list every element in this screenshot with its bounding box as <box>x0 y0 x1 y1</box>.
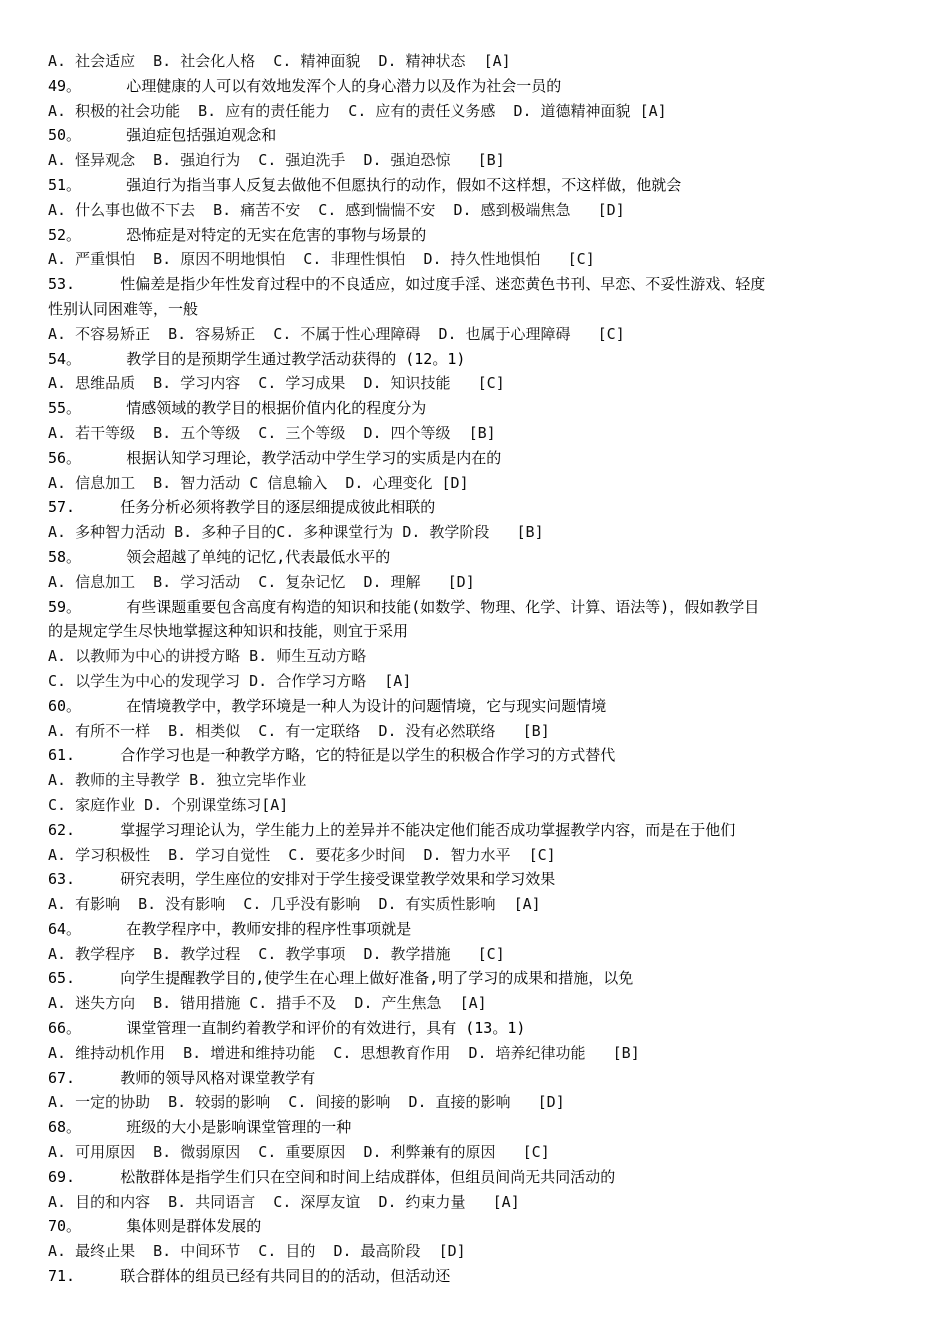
question-49: 49。 心理健康的人可以有效地发浑个人的身心潜力以及作为社会一员的 <box>48 76 562 95</box>
answer-options-54: A. 思维品质 B. 学习内容 C. 学习成果 D. 知识技能 [C] <box>48 374 505 393</box>
question-59: 59。 有些课题重要包含高度有构造的知识和技能(如数学、物理、化学、计算、语法等)，假如教学目 <box>48 597 760 616</box>
question-59-continued: 的是规定学生尽快地掌握这种知识和技能，则宜于采用 <box>48 622 409 641</box>
answer-options-line: A. 社会适应 B. 社会化人格 C. 精神面貌 D. 精神状态 [A] <box>48 52 511 70</box>
answer-options-51: A. 什么事也做不下去 B. 痛苦不安 C. 感到惴惴不安 D. 感到极端焦急 [D] <box>48 200 625 219</box>
question-69: 69. 松散群体是指学生们只在空间和时间上结成群体，但组员间尚无共同活动的 <box>48 1167 616 1186</box>
question-63: 63. 研究表明，学生座位的安排对于学生接受课堂教学效果和学习效果 <box>48 870 556 889</box>
question-66: 66。 课堂管理一直制约着教学和评价的有效进行，具有 (13。1) <box>48 1019 526 1038</box>
answer-options-63: A. 有影响 B. 没有影响 C. 几乎没有影响 D. 有实质性影响 [A] <box>48 895 541 914</box>
answer-options-69: A. 目的和内容 B. 共同语言 C. 深厚友谊 D. 约束力量 [A] <box>48 1192 520 1211</box>
question-54: 54。 教学目的是预期学生通过教学活动获得的 (12。1) <box>48 349 466 368</box>
answer-options-59-ab: A. 以教师为中心的讲授方略 B. 师生互动方略 <box>48 647 367 666</box>
answer-options-50: A. 怪异观念 B. 强迫行为 C. 强迫洗手 D. 强迫恐惊 [B] <box>48 151 505 170</box>
answer-options-68: A. 可用原因 B. 微弱原因 C. 重要原因 D. 利弊兼有的原因 [C] <box>48 1143 550 1162</box>
answer-options-57: A. 多种智力活动 B. 多种子目的C. 多种课堂行为 D. 教学阶段 [B] <box>48 523 544 542</box>
answer-options-70: A. 最终止果 B. 中间环节 C. 目的 D. 最高阶段 [D] <box>48 1242 466 1261</box>
answer-options-65: A. 迷失方向 B. 错用措施 C. 措手不及 D. 产生焦急 [A] <box>48 994 487 1013</box>
answer-options-56: A. 信息加工 B. 智力活动 C 信息输入 D. 心理变化 [D] <box>48 473 469 492</box>
question-71: 71. 联合群体的组员已经有共同目的的活动，但活动还 <box>48 1267 451 1286</box>
answer-options-60: A. 有所不一样 B. 相类似 C. 有一定联络 D. 没有必然联络 [B] <box>48 721 550 740</box>
question-61: 61. 合作学习也是一种教学方略，它的特征是以学生的积极合作学习的方式替代 <box>48 746 616 765</box>
answer-options-55: A. 若干等级 B. 五个等级 C. 三个等级 D. 四个等级 [B] <box>48 423 496 442</box>
question-65: 65. 向学生提醒教学目的,使学生在心理上做好准备,明了学习的成果和措施，以免 <box>48 969 634 988</box>
answer-options-67: A. 一定的协助 B. 较弱的影响 C. 间接的影响 D. 直接的影响 [D] <box>48 1093 565 1112</box>
answer-options-64: A. 教学程序 B. 教学过程 C. 教学事项 D. 教学措施 [C] <box>48 944 505 963</box>
answer-options-49: A. 积极的社会功能 B. 应有的责任能力 C. 应有的责任义务感 D. 道德精神面貌 [A] <box>48 101 667 120</box>
question-52: 52。 恐怖症是对特定的无实在危害的事物与场景的 <box>48 225 427 244</box>
question-57: 57. 任务分析必须将教学目的逐层细提成彼此相联的 <box>48 498 436 517</box>
question-53-continued: 性别认同困难等，一般 <box>48 299 199 318</box>
answer-options-66: A. 维持动机作用 B. 增进和维持功能 C. 思想教育作用 D. 培养纪律功能 [B] <box>48 1043 640 1062</box>
question-53: 53. 性偏差是指少年性发育过程中的不良适应，如过度手淫、迷恋黄色书刊、早恋、不妥性游戏、轻度 <box>48 275 766 294</box>
answer-options-59-cd: C. 以学生为中心的发现学习 D. 合作学习方略 [A] <box>48 671 412 690</box>
question-55: 55。 情感领域的教学目的根据价值内化的程度分为 <box>48 399 427 418</box>
document-page <box>48 49 918 1289</box>
question-67: 67. 教师的领导风格对课堂教学有 <box>48 1068 316 1087</box>
question-50: 50。 强迫症包括强迫观念和 <box>48 126 277 145</box>
answer-options-62: A. 学习积极性 B. 学习自觉性 C. 要花多少时间 D. 智力水平 [C] <box>48 845 556 864</box>
answer-options-52: A. 严重惧怕 B. 原因不明地惧怕 C. 非理性惧怕 D. 持久性地惧怕 [C] <box>48 250 595 269</box>
question-60: 60。 在情境教学中，教学环境是一种人为设计的问题情境，它与现实问题情境 <box>48 696 607 715</box>
question-56: 56。 根据认知学习理论，教学活动中学生学习的实质是内在的 <box>48 448 502 467</box>
question-70: 70。 集体则是群体发展的 <box>48 1217 262 1236</box>
question-62: 62. 掌握学习理论认为，学生能力上的差异并不能决定他们能否成功掌握教学内容，而是在于他们 <box>48 820 736 839</box>
question-64: 64。 在教学程序中，教师安排的程序性事项就是 <box>48 919 412 938</box>
answer-options-61-cd: C. 家庭作业 D. 个别课堂练习[A] <box>48 795 289 814</box>
answer-options-58: A. 信息加工 B. 学习活动 C. 复杂记忆 D. 理解 [D] <box>48 572 475 591</box>
answer-options-53: A. 不容易矫正 B. 容易矫正 C. 不属于性心理障碍 D. 也属于心理障碍 [C] <box>48 324 625 343</box>
question-68: 68。 班级的大小是影响课堂管理的一种 <box>48 1118 352 1137</box>
answer-options-61-ab: A. 教师的主导教学 B. 独立完毕作业 <box>48 771 307 790</box>
question-51: 51。 强迫行为指当事人反复去做他不但愿执行的动作，假如不这样想，不这样做，他就会 <box>48 175 682 194</box>
question-58: 58。 领会超越了单纯的记忆,代表最低水平的 <box>48 547 391 566</box>
